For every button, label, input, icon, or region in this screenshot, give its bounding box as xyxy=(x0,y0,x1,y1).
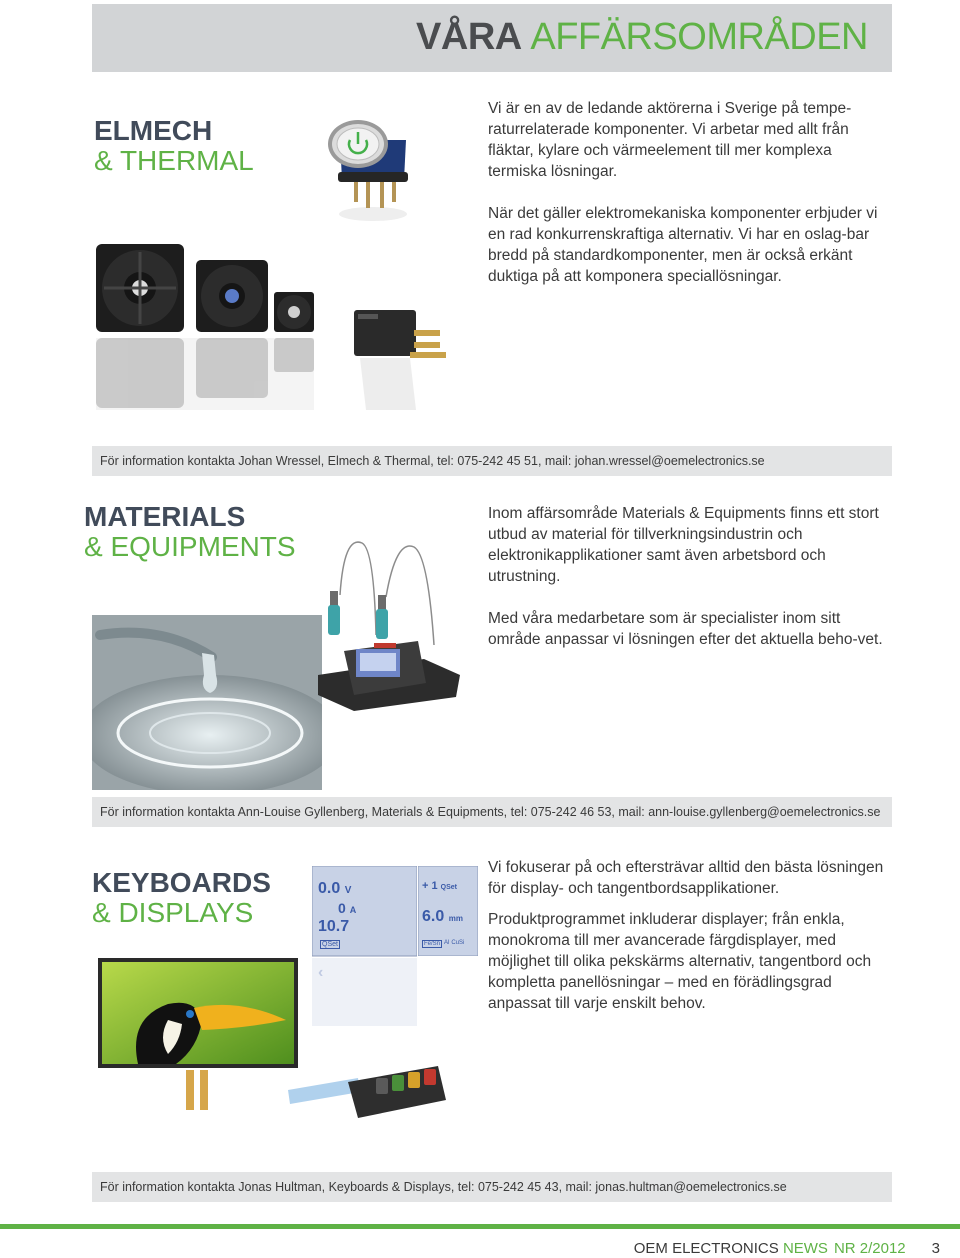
section-heading-materials xyxy=(84,502,296,562)
footer xyxy=(634,1240,940,1257)
lcd-display-image: 0.0 V 0 A 10.7 QSet ‹ xyxy=(312,866,417,1026)
header-band xyxy=(92,4,892,72)
paragraph: Inom affärsområde Materials & Equipments finns ett stort utbud av material för tillverkningsindustrin och elektronikapplikationer samt även arbetsbord och utrustning. xyxy=(488,505,879,585)
footer-publication: OEM ELECTRONICS xyxy=(633,1240,783,1257)
footer-news: NEWS xyxy=(782,1240,828,1257)
paragraph: Vi fokuserar på och eftersträvar alltid den bästa lösningen för display- och tangentbordsapplikationer. xyxy=(488,859,884,897)
lcd-btn-al: Al xyxy=(444,940,450,946)
page-title-green: AFFÄRSOMRÅDEN xyxy=(530,16,868,58)
footer-issue: NR 2/2012 xyxy=(833,1240,906,1257)
contact-bar-keyboards: För information kontakta Jonas Hultman, Keyboards & Displays, tel: 075-242 45 43, mail: jonas.hultman@oemelectronics.se xyxy=(92,1172,892,1202)
section-heading-line1: ELMECH xyxy=(94,115,213,146)
section-heading-elmech xyxy=(94,116,254,176)
push-button-image xyxy=(318,110,428,230)
section-body-keyboards xyxy=(488,857,888,1035)
lcd-v-unit: V xyxy=(344,885,352,896)
lcd-btn-qset: QSet xyxy=(322,941,338,948)
lcd-mm-unit: mm xyxy=(448,914,463,923)
page-number: 3 xyxy=(931,1240,940,1257)
lcd-a-value: 0 xyxy=(338,900,346,916)
lcd-btn-fesn: Fe/Sn xyxy=(424,941,441,947)
micro-switch-image xyxy=(350,300,460,420)
paragraph: Produktprogrammet inkluderar displayer; från enkla, monokroma till mer avancerade färgdisplayer, med möjlighet till olika pekskärms alternativ, tangentbord och kompletta panellösningar – med en förädlingsgrad anpassat till varje enskilt behov. xyxy=(488,911,872,1012)
paragraph: Vi är en av de ledande aktörerna i Sverige på tempe-raturrelaterade komponenter. Vi arbetar med allt från fläktar, kylare och värmeelement till mer komplexa termiska lösningar. xyxy=(488,100,852,180)
color-display-image xyxy=(98,958,298,1118)
fans-image xyxy=(94,240,318,412)
paragraph: När det gäller elektromekaniska komponenter erbjuder vi en rad konkurrenskraftiga alternativ. Vi har en oslag-bar bredd på standardkomponenter, men är också erkänt duktiga på att komponera speciallösningar. xyxy=(488,205,878,285)
lcd-bottom-value: 10.7 xyxy=(318,918,350,935)
paragraph: Med våra medarbetare som är specialister inom sitt område anpassar vi lösningen efter det aktuella beho-vet. xyxy=(488,610,883,648)
lcd-plus-value: + 1 xyxy=(422,880,438,892)
lcd-qset-label: QSet xyxy=(440,884,458,891)
lcd-display-right xyxy=(418,866,478,956)
page-title-dark: VÅRA xyxy=(416,16,531,58)
contact-bar-elmech: För information kontakta Johan Wressel, Elmech & Thermal, tel: 075-242 45 51, mail: johan.wressel@oemelectronics.se xyxy=(92,446,892,476)
lcd-v-value: 0.0 xyxy=(318,880,341,897)
section-heading-line2: & THERMAL xyxy=(94,145,254,176)
section-body-materials xyxy=(488,503,888,671)
liquid-image xyxy=(92,615,322,790)
section-body-elmech xyxy=(488,98,888,308)
section-heading-line2: & DISPLAYS xyxy=(92,897,254,928)
section-heading-line1: MATERIALS xyxy=(84,501,246,532)
contact-bar-materials: För information kontakta Ann-Louise Gyllenberg, Materials & Equipments, tel: 075-242 46 53, mail: ann-louise.gyllenberg@oemelectronics.se xyxy=(92,797,892,827)
section-heading-keyboards xyxy=(92,868,271,928)
lcd-a-unit: A xyxy=(349,905,357,915)
section-heading-line2: & EQUIPMENTS xyxy=(84,531,296,562)
keypad-image xyxy=(288,1048,448,1138)
lcd-btn-cusi: CuSi xyxy=(451,940,465,946)
page-title xyxy=(416,16,868,59)
footer-divider xyxy=(0,1224,960,1229)
soldering-station-image xyxy=(314,525,474,715)
section-heading-line1: KEYBOARDS xyxy=(92,867,271,898)
lcd-mm-value: 6.0 xyxy=(422,908,445,925)
